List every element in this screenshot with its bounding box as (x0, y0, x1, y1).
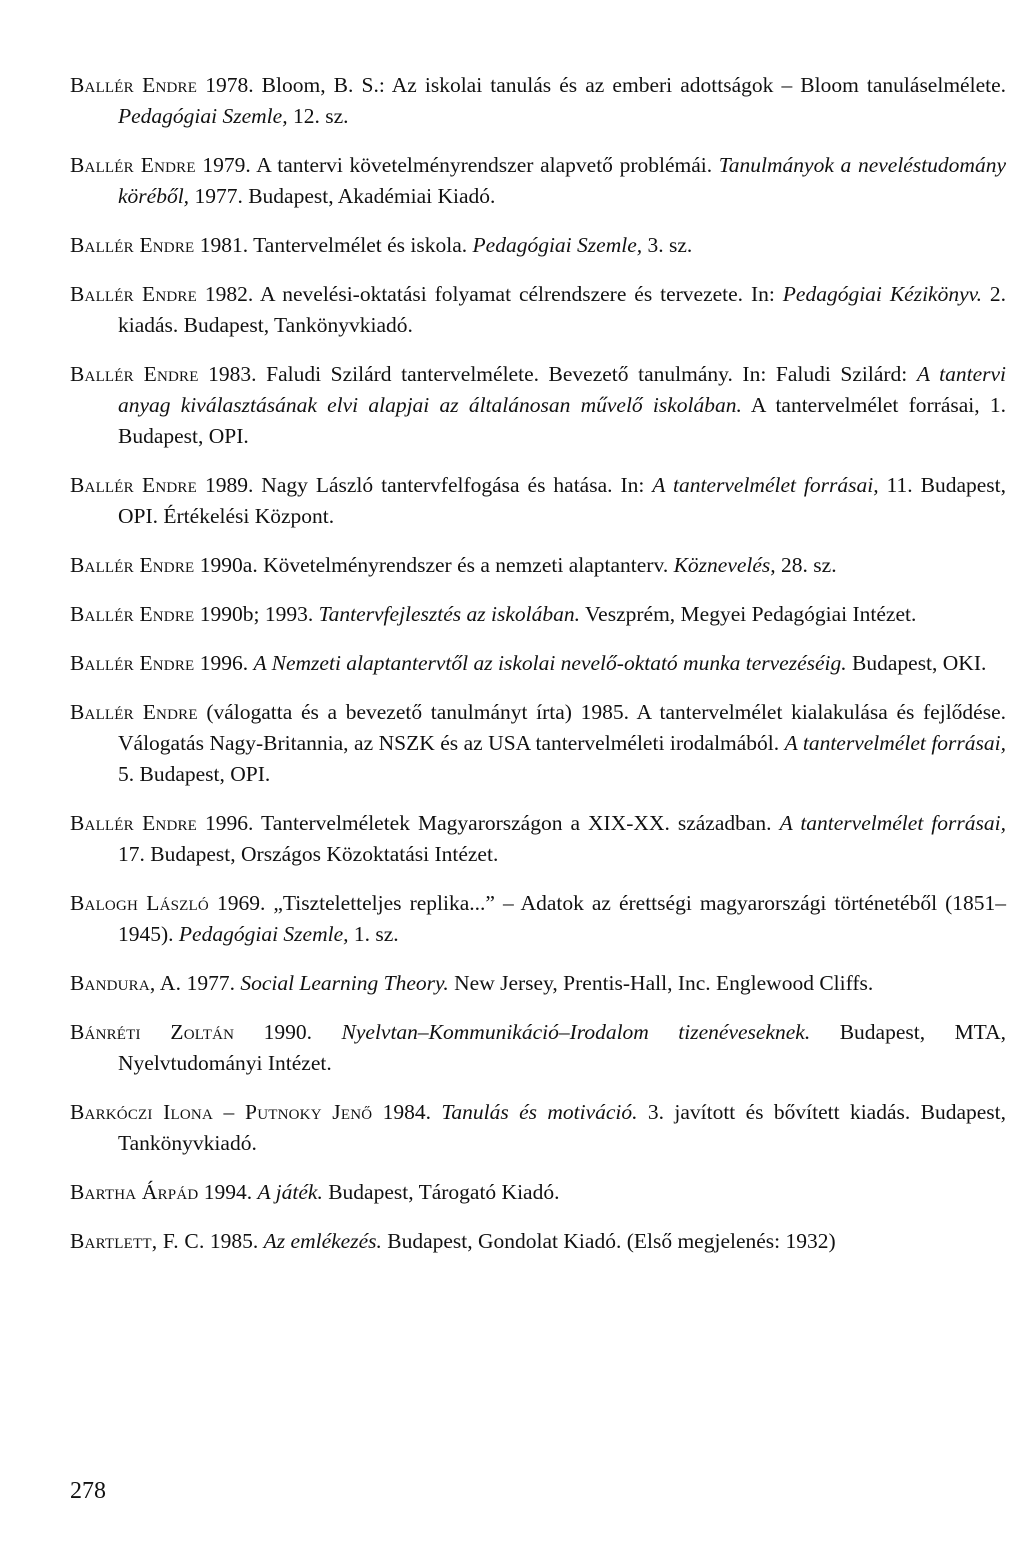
entry-text: 12. sz. (287, 104, 349, 128)
entry-author: Ballér Endre (70, 473, 197, 497)
entry-title: A tantervelmélet forrásai, (652, 473, 879, 497)
entry-author: Ballér Endre (70, 153, 196, 177)
entry-text: 1994. (198, 1180, 258, 1204)
bibliography-entry (70, 808, 1006, 870)
entry-title: A tantervelmélet forrásai, (784, 731, 1006, 755)
entry-author: Ballér Endre (70, 811, 198, 835)
entry-title: Pedagógiai Kézikönyv. (782, 282, 982, 306)
entry-title: A Nemzeti alaptantervtől az iskolai nevelő-oktató munka tervezéséig. (253, 651, 847, 675)
entry-author: Balogh László (70, 891, 209, 915)
bibliography-entry (70, 888, 1006, 950)
entry-title: A tantervelmélet forrásai, (779, 811, 1006, 835)
entry-text: (válogatta és a bevezető tanulmányt írta) 1985. A tantervelmélet kialakulása és fejlődése. Válogatás Nagy-Britannia, az NSZK és az USA tantervelméleti irodalmából. (118, 700, 1006, 755)
entry-author: Ballér Endre (70, 553, 195, 577)
entry-title: Köznevelés, (673, 553, 776, 577)
entry-text: 1985. (204, 1229, 264, 1253)
entry-text: 2. kiadás. Budapest, Tankönyvkiadó. (118, 282, 1006, 337)
entry-text: Veszprém, Megyei Pedagógiai Intézet. (580, 602, 917, 626)
entry-author: Ballér Endre (70, 362, 199, 386)
bibliography-entry (70, 70, 1006, 132)
bibliography-entry (70, 150, 1006, 212)
entry-title: A tantervi anyag kiválasztásának elvi alapjai az általánosan művelő iskolában. (118, 362, 1006, 417)
entry-author: Ballér Endre (70, 233, 195, 257)
entry-text: Budapest, Gondolat Kiadó. (Első megjelenés: 1932) (381, 1229, 836, 1253)
bibliography-entry (70, 1226, 1006, 1257)
bibliography-entry (70, 550, 1006, 581)
entry-text: 1977. Budapest, Akadémiai Kiadó. (189, 184, 496, 208)
bibliography-entry (70, 359, 1006, 452)
entry-author: Ballér Endre (70, 651, 195, 675)
entry-text: 1979. A tantervi követelményrendszer alapvető problémái. (195, 153, 719, 177)
entry-text: 1996. Tantervelméletek Magyarországon a XIX-XX. században. (197, 811, 780, 835)
bibliography-entry (70, 1097, 1006, 1159)
entry-text: New Jersey, Prentis-Hall, Inc. Englewood Cliffs. (448, 971, 874, 995)
entry-title: Pedagógiai Szemle, (178, 922, 349, 946)
entry-text: 1990b; 1993. (194, 602, 319, 626)
entry-text: 5. Budapest, OPI. (118, 762, 271, 786)
entry-title: Social Learning Theory. (240, 971, 449, 995)
bibliography-entry (70, 1017, 1006, 1079)
entry-title: Pedagógiai Szemle, (118, 104, 288, 128)
page-number: 278 (70, 1478, 106, 1504)
entry-text: 1981. Tantervelmélet és iskola. (194, 233, 473, 257)
entry-text: Budapest, Tárogató Kiadó. (322, 1180, 560, 1204)
entry-text: 1977. (181, 971, 241, 995)
entry-text: 1969. „Tiszteletteljes replika...” – Adatok az érettségi magyarországi történetéből (1851–1945). (118, 891, 1007, 946)
entry-title: Tantervfejlesztés az iskolában. (318, 602, 581, 626)
bibliography-entry (70, 1177, 1006, 1208)
bibliography-entry (70, 968, 1006, 999)
entry-text: Budapest, OKI. (846, 651, 987, 675)
bibliography-entry (70, 648, 1006, 679)
entry-author: Bartha Árpád (70, 1180, 199, 1204)
entry-text: 1984. (372, 1100, 442, 1124)
entry-text: 3. javított és bővített kiadás. Budapest, Tankönyvkiadó. (118, 1100, 1006, 1155)
entry-text: A tantervelmélet forrásai, 1. Budapest, OPI. (118, 393, 1006, 448)
entry-text: 1978. Bloom, B. S.: Az iskolai tanulás és az emberi adottságok – Bloom tanuláselmélete. (197, 73, 1006, 97)
entry-title: Tanulás és motiváció. (441, 1100, 638, 1124)
entry-text: 11. Budapest, OPI. Értékelési Központ. (118, 473, 1006, 528)
bibliography-entry (70, 470, 1006, 532)
entry-text: 28. sz. (775, 553, 837, 577)
entry-author: Ballér Endre (70, 73, 198, 97)
entry-author: Ballér Endre (70, 282, 197, 306)
entry-title: Nyelvtan–Kommunikáció–Irodalom tizenéveseknek. (341, 1020, 811, 1044)
entry-text: 17. Budapest, Országos Közoktatási Intézet. (118, 842, 499, 866)
entry-text: 1990. (234, 1020, 342, 1044)
entry-author: Bánréti Zoltán (70, 1020, 235, 1044)
entry-text: 1983. Faludi Szilárd tantervelmélete. Bevezető tanulmány. In: Faludi Szilárd: (198, 362, 917, 386)
entry-title: Tanulmányok a neveléstudomány köréből, (118, 153, 1007, 208)
entry-author: Ballér Endre (70, 602, 195, 626)
entry-author: Bartlett, F. C. (70, 1229, 205, 1253)
entry-author: Ballér Endre (70, 700, 198, 724)
bibliography-entry (70, 697, 1006, 790)
entry-text: 1982. A nevelési-oktatási folyamat célrendszere és tervezete. In: (196, 282, 783, 306)
bibliography-entry (70, 599, 1006, 630)
entry-title: Pedagógiai Szemle, (472, 233, 643, 257)
entry-author: Bandura, A. (70, 971, 182, 995)
entry-text: 1989. Nagy László tantervfelfogása és hatása. In: (197, 473, 653, 497)
entry-text: 1. sz. (348, 922, 399, 946)
entry-text: 3. sz. (642, 233, 693, 257)
entry-text: 1996. (194, 651, 254, 675)
bibliography-entry (70, 279, 1006, 341)
entry-title: Az emlékezés. (263, 1229, 382, 1253)
bibliography-entry (70, 230, 1006, 261)
entry-title: A játék. (257, 1180, 323, 1204)
entry-text: 1990a. Követelményrendszer és a nemzeti alaptanterv. (194, 553, 674, 577)
bibliography-list (70, 70, 1006, 1275)
entry-text: Budapest, MTA, Nyelvtudományi Intézet. (118, 1020, 1006, 1075)
entry-author: Barkóczi Ilona – Putnoky Jenő (70, 1100, 373, 1124)
